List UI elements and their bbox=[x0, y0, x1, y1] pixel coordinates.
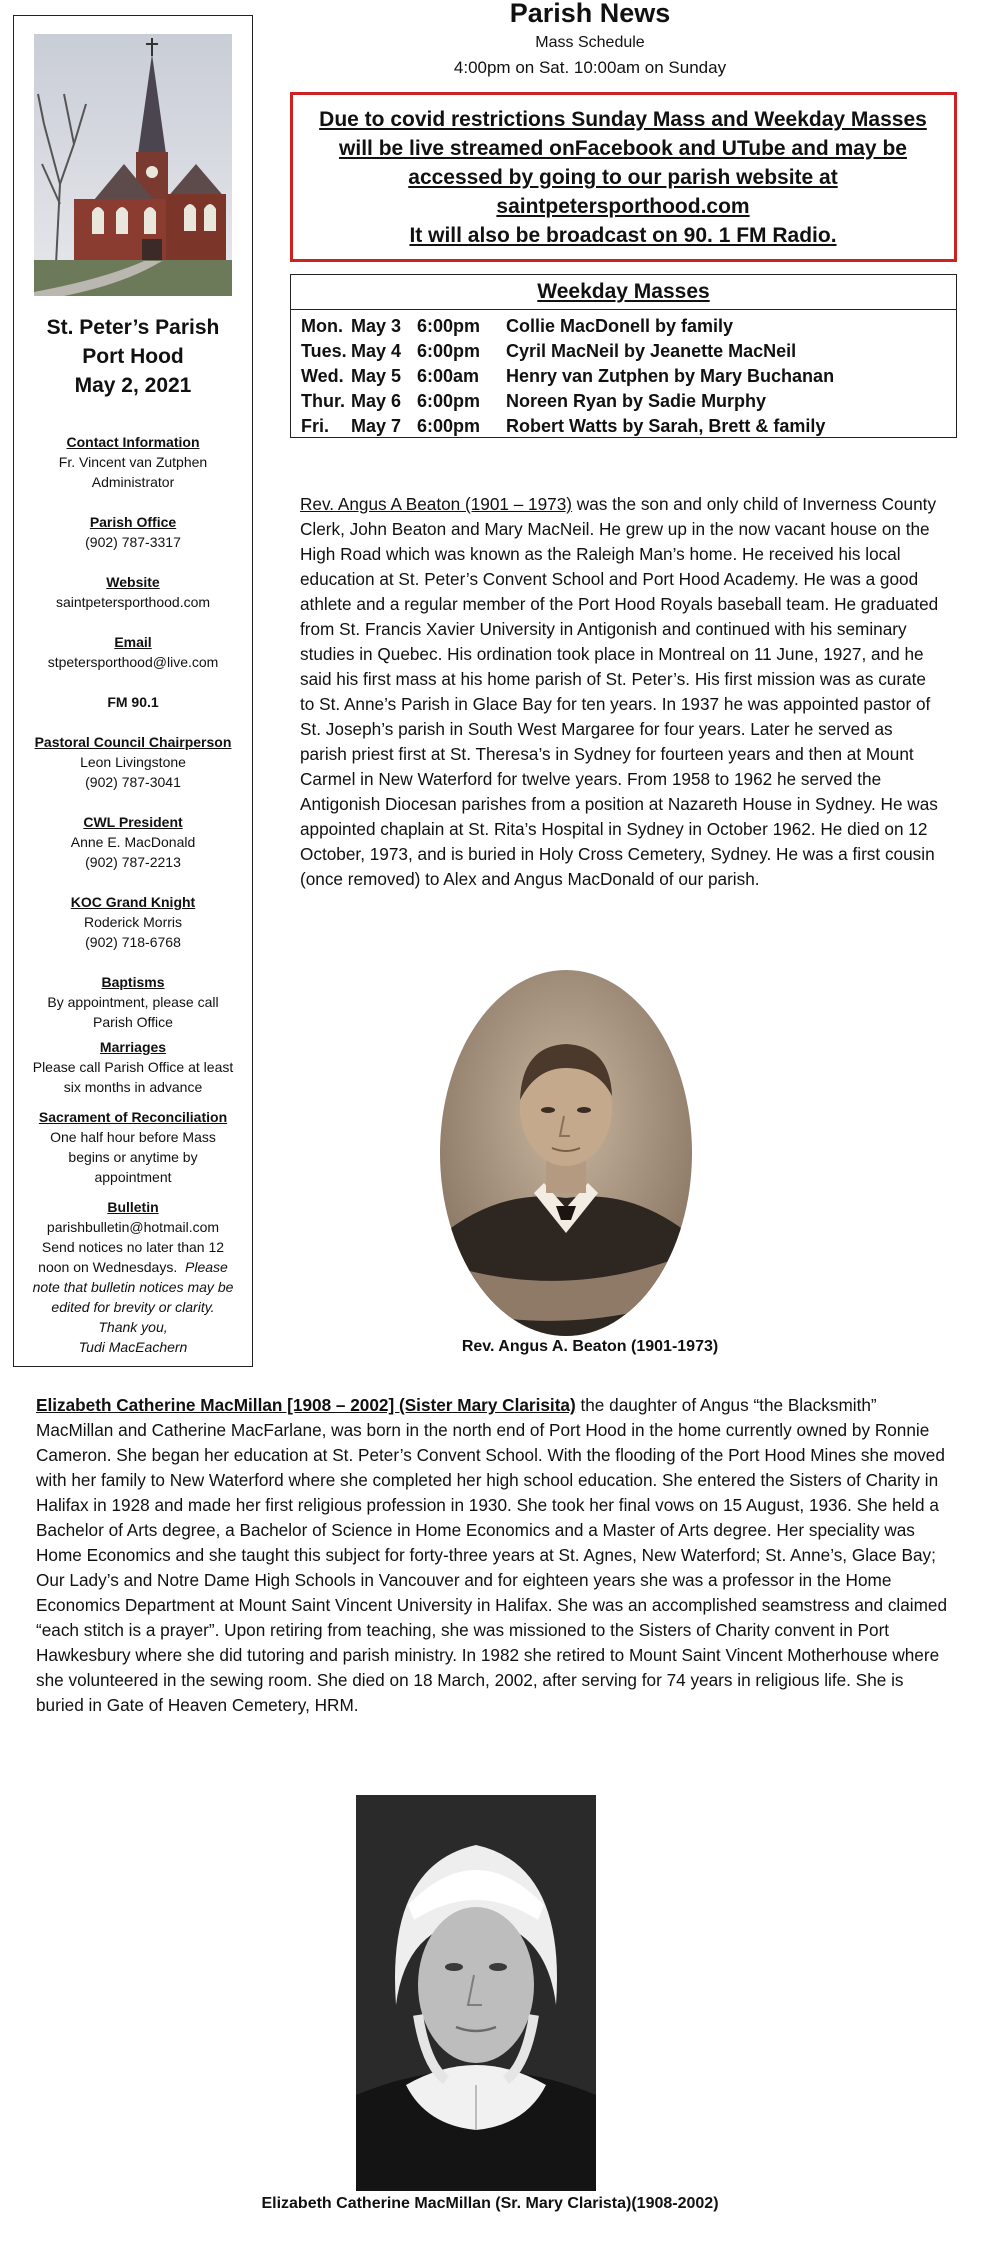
radio-frequency: FM 90.1 bbox=[107, 694, 159, 710]
mass-row bbox=[301, 341, 941, 366]
covid-line: Due to covid restrictions Sunday Mass and Weekday Masses bbox=[319, 108, 927, 131]
mass-date: May 3 bbox=[351, 316, 402, 336]
office-section bbox=[18, 512, 248, 552]
cwl-heading: CWL President bbox=[83, 814, 183, 830]
weekday-heading-text: Weekday Masses bbox=[537, 280, 710, 303]
mass-date: May 4 bbox=[351, 341, 402, 361]
mass-day: Fri. bbox=[301, 416, 330, 436]
cwl-name: Anne E. MacDonald bbox=[70, 834, 196, 850]
macmillan-biography bbox=[36, 1393, 956, 1718]
cwl-section bbox=[18, 812, 248, 872]
beaton-body: was the son and only child of Inverness County Clerk, John Beaton and Mary MacNeil. He grew up in the now vacant house on the High Road which was known as the Raleigh Man’s home. He received his local education at St. Peter’s Convent School and Port Hood Academy. He was a good athlete and a regular member of the Port Hood Royals baseball team. He graduated from St. Francis Xavier University in Antigonish and continued with his seminary studies in Quebec. His ordination took place in Montreal on 11 June, 1927, and he said his first mass at his home parish of St. Peter’s. His first mission was as curate to St. Anne’s Parish in Glace Bay for ten years. In 1937 he was appointed pastor of St. Joseph’s parish in South West Margaree for four years. Later he served as parish priest first at St. Theresa’s in Sydney for fourteen years and then at Mount Carmel in New Waterford for twelve years. From 1958 to 1962 he served the Antigonish Diocesan parishes from a position at Nazareth House in Sydney. He was appointed chaplain at St. Rita’s Hospital in Sydney in October 1962. He died on 12 October, 1973, and is buried in Holy Cross Cemetery, Sydney. He was a first cousin (once removed) to Alex and Angus MacDonald of our parish. bbox=[300, 494, 939, 889]
council-name: Leon Livingstone bbox=[80, 754, 186, 770]
mass-day: Wed. bbox=[301, 366, 344, 386]
mass-schedule-times: 4:00pm on Sat. 10:00am on Sunday bbox=[453, 58, 727, 77]
koc-heading: KOC Grand Knight bbox=[70, 894, 196, 910]
marriages-text: six months in advance bbox=[63, 1079, 203, 1095]
mass-row bbox=[301, 316, 941, 341]
mass-row bbox=[301, 366, 941, 391]
mass-intention: Henry van Zutphen by Mary Buchanan bbox=[506, 366, 835, 386]
contact-role: Administrator bbox=[91, 474, 175, 490]
baptisms-section bbox=[18, 972, 248, 1032]
mass-date: May 5 bbox=[351, 366, 402, 386]
sidebar bbox=[13, 15, 253, 1367]
beaton-heading: Rev. Angus A Beaton (1901 – 1973) bbox=[300, 494, 573, 514]
website-heading: Website bbox=[106, 574, 160, 590]
bulletin-note: Please bbox=[185, 1259, 228, 1275]
reconciliation-section bbox=[18, 1107, 248, 1187]
mass-day: Tues. bbox=[301, 341, 347, 361]
email-heading: Email bbox=[114, 634, 152, 650]
marriages-heading: Marriages bbox=[99, 1039, 167, 1055]
mass-time: 6:00pm bbox=[417, 391, 481, 411]
mass-row bbox=[301, 391, 941, 416]
council-phone: (902) 787-3041 bbox=[85, 774, 181, 790]
office-heading: Parish Office bbox=[89, 514, 177, 530]
mass-time: 6:00pm bbox=[417, 416, 481, 436]
macmillan-caption: Elizabeth Catherine MacMillan (Sr. Mary Clarista)(1908-2002) bbox=[261, 2195, 719, 2212]
cwl-phone: (902) 787-2213 bbox=[85, 854, 181, 870]
contact-name: Fr. Vincent van Zutphen bbox=[58, 454, 208, 470]
mass-date: May 7 bbox=[351, 416, 402, 436]
macmillan-portrait bbox=[356, 1795, 596, 2191]
mass-intention: Cyril MacNeil by Jeanette MacNeil bbox=[506, 341, 797, 361]
koc-phone: (902) 718-6768 bbox=[85, 934, 181, 950]
beaton-biography bbox=[300, 492, 940, 892]
mass-time: 6:00pm bbox=[417, 341, 481, 361]
reconciliation-text: appointment bbox=[94, 1169, 172, 1185]
website-section bbox=[18, 572, 248, 612]
mass-row bbox=[301, 416, 941, 441]
mass-date: May 6 bbox=[351, 391, 402, 411]
covid-line: It will also be broadcast on 90. 1 FM Radio. bbox=[409, 224, 837, 247]
mass-time: 6:00pm bbox=[417, 316, 481, 336]
bulletin-note: edited for brevity or clarity. bbox=[51, 1299, 215, 1315]
contact-section bbox=[18, 432, 248, 492]
reconciliation-text: begins or anytime by bbox=[68, 1149, 198, 1165]
parish-name: St. Peter’s Parish bbox=[46, 316, 220, 339]
bulletin-section bbox=[18, 1197, 248, 1357]
mass-intention: Noreen Ryan by Sadie Murphy bbox=[506, 391, 767, 411]
koc-name: Roderick Morris bbox=[83, 914, 182, 930]
mass-intention: Collie MacDonell by family bbox=[506, 316, 734, 336]
baptisms-text: By appointment, please call bbox=[47, 994, 219, 1010]
mass-schedule-label: Mass Schedule bbox=[535, 34, 645, 51]
page-title: Parish News bbox=[509, 0, 671, 28]
website-link[interactable]: saintpetersporthood.com bbox=[55, 594, 211, 610]
marriages-section bbox=[18, 1037, 248, 1097]
bulletin-note: note that bulletin notices may be bbox=[32, 1279, 234, 1295]
baptisms-text: Parish Office bbox=[93, 1014, 173, 1030]
baptisms-heading: Baptisms bbox=[101, 974, 165, 990]
mass-day: Mon. bbox=[301, 316, 343, 336]
covid-notice bbox=[290, 92, 957, 262]
macmillan-heading: Elizabeth Catherine MacMillan [1908 – 2002] (Sister Mary Clarisita) bbox=[36, 1395, 576, 1415]
office-phone: (902) 787-3317 bbox=[85, 534, 181, 550]
mass-intention: Robert Watts by Sarah, Brett & family bbox=[506, 416, 826, 436]
bulletin-text: Send notices no later than 12 bbox=[41, 1239, 225, 1255]
macmillan-body: the daughter of Angus “the Blacksmith” MacMillan and Catherine MacFarlane, was born in the north end of Port Hood in the home currently owned by Ronnie Cameron. She began her education at St. Peter’s Convent School. With the flooding of the Port Hood Mines she moved with her family to New Waterford where she completed her high school education. She entered the Sisters of Charity in Halifax in 1928 and made her first religious profession in 1930. She took her final vows on 15 August, 1936. She held a Bachelor of Arts degree, a Bachelor of Science in Home Economics and a Master of Arts degree. Her speciality was Home Economics and she taught this subject for forty-three years at St. Agnes, New Waterford; St. Anne’s, Glace Bay; Our Lady’s and Notre Dame High Schools in Vancouver and for eighteen years she was a professor in the Home Economics Department at Mount Saint Vincent University in Halifax. She was an accomplished seamstress and claimed “each stitch is a prayer”. Upon retiring from teaching, she was missioned to the Sisters of Charity convent in Port Hawkesbury where she did tutoring and parish ministry. In 1982 she retired to Mount Saint Vincent Motherhouse where she volunteered in the sewing room. She died on 18 March, 2002, after serving for 74 years in religious life. She is buried in Gate of Heaven Cemetery, HRM. bbox=[36, 1395, 948, 1715]
weekday-masses-heading bbox=[291, 275, 956, 310]
mass-day: Thur. bbox=[301, 391, 345, 411]
covid-website-link[interactable]: saintpetersporthood.com bbox=[496, 195, 750, 218]
council-section bbox=[18, 732, 248, 792]
bulletin-email[interactable]: parishbulletin@hotmail.com bbox=[46, 1219, 220, 1235]
parish-location: Port Hood bbox=[82, 345, 184, 368]
church-photo bbox=[34, 34, 232, 296]
email-link[interactable]: stpetersporthood@live.com bbox=[47, 654, 219, 670]
email-section bbox=[18, 632, 248, 672]
council-heading: Pastoral Council Chairperson bbox=[34, 734, 232, 750]
contact-heading: Contact Information bbox=[66, 434, 200, 450]
bulletin-signature: Tudi MacEachern bbox=[78, 1339, 188, 1355]
beaton-caption: Rev. Angus A. Beaton (1901-1973) bbox=[461, 1338, 719, 1355]
bulletin-thanks: Thank you, bbox=[98, 1319, 168, 1335]
covid-line: accessed by going to our parish website at bbox=[408, 166, 838, 189]
reconciliation-heading: Sacrament of Reconciliation bbox=[38, 1109, 228, 1125]
reconciliation-text: One half hour before Mass bbox=[50, 1129, 216, 1145]
bulletin-heading: Bulletin bbox=[107, 1199, 159, 1215]
covid-notice-text bbox=[303, 105, 943, 250]
bulletin-date: May 2, 2021 bbox=[74, 374, 192, 397]
koc-section bbox=[18, 892, 248, 952]
bulletin-text: noon on Wednesdays. bbox=[38, 1259, 178, 1275]
covid-line: will be live streamed onFacebook and UTube and may be bbox=[339, 137, 907, 160]
marriages-text: Please call Parish Office at least bbox=[32, 1059, 234, 1075]
mass-time: 6:00am bbox=[417, 366, 480, 386]
weekday-masses-table bbox=[290, 274, 957, 438]
beaton-portrait bbox=[438, 968, 694, 1338]
